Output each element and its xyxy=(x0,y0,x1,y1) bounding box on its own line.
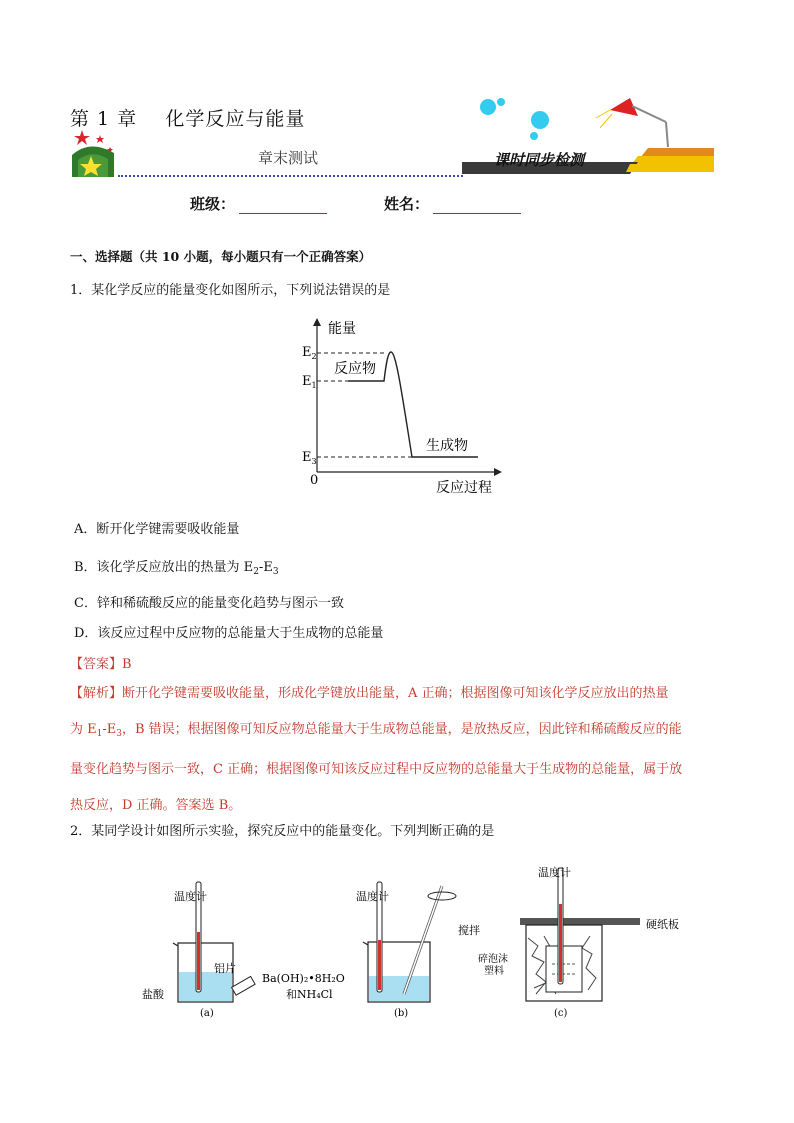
header-divider xyxy=(118,175,463,177)
analysis-tag: 【解析】 xyxy=(70,686,123,701)
question-2-stem: 2．某同学设计如图所示实验，探究反应中的能量变化。下列判断正确的是 xyxy=(70,824,495,839)
lamp-icon xyxy=(596,98,668,147)
foam-label-2: 塑料 xyxy=(484,966,504,977)
answer-1: 【答案】B xyxy=(70,657,132,672)
calorimeter-c xyxy=(520,868,640,1001)
y-axis-label: 能量 xyxy=(328,321,356,337)
class-field xyxy=(190,193,327,214)
acid-label: 盐酸 xyxy=(142,988,164,1001)
bubble-icon xyxy=(531,111,549,129)
name-input[interactable] xyxy=(433,197,521,214)
class-label: 班级： xyxy=(190,195,236,213)
analysis-1: 【解析】断开化学键需要吸收能量，形成化学键放出能量，A 正确；根据图像可知该化学反应放出的热量 为 $E_1-E_3$，B 错误；根据图像可知反应物总能量大于生成物总能量，是放热反应，因此锌和稀硫酸反应的能 量变化趋势与图示一致，C 正确；根据图像可知该反应过程中反应物的总能量大于生成物的总能量，属于放 热反应，D 正确。答案选 B。 xyxy=(70,686,683,813)
chapter-title: 第 1 章 化学反应与能量 xyxy=(70,108,306,130)
option-d: D．该反应过程中反应物的总能量大于生成物的总能量 xyxy=(74,626,384,641)
al-label: 铝片 xyxy=(214,962,236,975)
foam-label-1: 碎泡沫 xyxy=(478,954,508,965)
option-a: A．断开化学键需要吸收能量 xyxy=(74,522,240,537)
origin-label: 0 xyxy=(310,473,319,488)
class-input[interactable] xyxy=(239,197,327,214)
e1-label: $E_1$ xyxy=(302,374,317,390)
caption-a: (a) xyxy=(200,1008,214,1019)
product-label: 生成物 xyxy=(426,438,468,454)
e3-label: $E_3$ xyxy=(302,450,317,466)
name-label: 姓名： xyxy=(384,195,430,213)
thermo-label-b: 温度计 xyxy=(356,890,389,903)
chapter-subtitle: 章末测试 xyxy=(258,149,319,167)
option-b: B．该化学反应放出的热量为 $E_2-E_3$ xyxy=(74,560,279,577)
energy-diagram xyxy=(290,314,510,498)
reagent-line-2: 和NH₄Cl xyxy=(286,988,333,1001)
experiment-figure xyxy=(140,858,679,1023)
caption-b: (b) xyxy=(394,1008,409,1019)
caption-c: (c) xyxy=(554,1008,568,1019)
thermo-label-c: 温度计 xyxy=(538,866,571,879)
bubble-icon xyxy=(497,98,505,106)
board-label: 硬纸板 xyxy=(646,918,679,931)
x-axis-label: 反应过程 xyxy=(436,480,492,496)
reagent-line-1: Ba(OH)₂•8H₂O xyxy=(262,972,345,985)
bubble-icon xyxy=(530,132,538,140)
reactant-label: 反应物 xyxy=(334,361,376,377)
option-c: C．锌和稀硫酸反应的能量变化趋势与图示一致 xyxy=(74,596,344,611)
stir-arrow-icon xyxy=(428,892,456,900)
header-right-label: 课时同步检测 xyxy=(494,151,585,169)
name-field xyxy=(384,193,521,214)
e2-label: $E_2$ xyxy=(302,345,317,361)
question-1-stem: 1．某化学反应的能量变化如图所示，下列说法错误的是 xyxy=(70,283,391,298)
thermo-label-a: 温度计 xyxy=(174,890,207,903)
bubble-icon xyxy=(480,99,496,115)
star-badge-icon xyxy=(70,127,120,179)
stir-label: 搅拌 xyxy=(458,924,480,937)
section-heading: 一、选择题（共 10 小题，每小题只有一个正确答案） xyxy=(70,249,372,264)
